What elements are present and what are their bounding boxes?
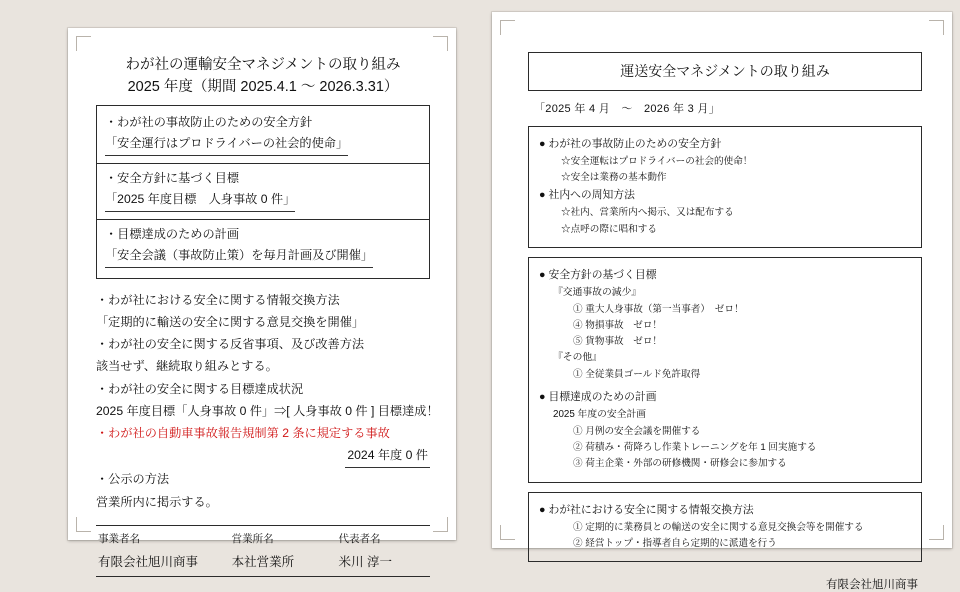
right-page-content: [528, 52, 922, 592]
information-exchange-box: [528, 492, 922, 562]
info-exchange-item: ② 経営トップ・指導者自ら定期的に派遣を行う: [573, 537, 777, 549]
document-page-right: [492, 12, 952, 592]
body-line: 「定期的に輸送の安全に関する意見交換を開催」: [96, 315, 365, 330]
left-page-title-line1: わが社の運輸安全マネジメントの取り組み: [125, 57, 401, 73]
policy-quote: 「安全運行はプロドライバーの社会的使命」: [105, 133, 348, 156]
table-header-cell: 代表者名: [338, 532, 381, 545]
disclosure-text: 営業所内に掲示する。: [96, 494, 218, 509]
body-line: ・わが社の安全に関する反省事項、及び改善方法: [96, 337, 365, 352]
info-exchange-heading: ● わが社における安全に関する情報交換方法: [539, 503, 754, 516]
corner-mark-top-right: [433, 36, 448, 51]
disclosure-heading: ・公示の方法: [96, 472, 170, 487]
company-name-footer: 有限会社旭川商事: [826, 579, 918, 592]
info-exchange-item: ① 定期的に業務員との輸送の安全に関する意見交換会等を開催する: [573, 521, 864, 533]
corner-mark-bottom-left: [500, 525, 515, 540]
company-info-table: [96, 525, 430, 577]
accident-count-value: 2024 年度 0 件: [345, 444, 430, 468]
policy-heading: ・わが社の事故防止のための安全方針: [105, 114, 313, 129]
policy-heading: ● わが社の事故防止のための安全方針: [539, 138, 722, 150]
body-line: 2025 年度目標「人身事故 0 件」⇒[ 人身事故 0 件 ] 目標達成！: [96, 403, 439, 418]
corner-mark-bottom-right: [929, 525, 944, 540]
right-page-title: 運送安全マネジメントの取り組み: [528, 52, 922, 91]
left-page-body: [96, 289, 439, 513]
body-line: ・わが社における安全に関する情報交換方法: [96, 292, 340, 307]
goals-item: ① 重大人身事故（第一当事者） ゼロ！: [573, 303, 744, 315]
table-header-cell: 事業者名: [98, 532, 140, 545]
plan-heading: ・目標達成のための計画: [105, 226, 240, 241]
plan-item: ③ 荷主企業・外部の研修機関・研修会に参加する: [573, 458, 787, 470]
corner-mark-top-left: [76, 36, 91, 51]
goal-heading: ・安全方針に基づく目標: [105, 170, 240, 185]
policy-sub-item: ☆安全は業務の基本動作: [561, 172, 667, 184]
notification-sub-item: ☆点呼の際に唱和する: [561, 223, 657, 235]
table-header-row: [96, 525, 430, 549]
table-row: [96, 549, 430, 577]
notification-sub-item: ☆社内、営業所内へ掲示、又は配布する: [561, 207, 734, 219]
body-line: 該当せず、継続取り組みとする。: [96, 359, 278, 374]
body-line: ・わが社の安全に関する目標達成状況: [96, 381, 304, 396]
table-header-cell: 営業所名: [231, 532, 274, 545]
divider: [97, 219, 429, 220]
left-page-title: [96, 54, 430, 99]
left-page-policy-box: [96, 105, 430, 279]
plan-item: ② 荷積み・荷降ろし作業トレーニングを年 1 回実施する: [573, 442, 817, 454]
corner-mark-top-left: [500, 20, 515, 35]
table-cell: 米川 淳一: [338, 554, 392, 569]
document-page-left: [68, 28, 456, 569]
goals-item: ⑤ 貨物事故 ゼロ！: [573, 336, 663, 348]
left-page-title-line2: 2025 年度（期間 2025.4.1 〜 2026.3.31）: [127, 79, 399, 96]
goals-item: ① 全従業員ゴールド免許取得: [573, 369, 701, 381]
goal-quote: 「2025 年度目標 人身事故 0 件」: [105, 189, 295, 212]
left-page-content: [96, 54, 439, 569]
policy-section-box: [528, 126, 922, 248]
corner-mark-bottom-right: [433, 517, 448, 532]
goals-group-label: 『交通事故の減少』: [553, 286, 642, 298]
table-cell: 有限会社旭川商事: [98, 554, 199, 569]
goals-item: ④ 物損事故 ゼロ！: [573, 319, 663, 331]
accident-count-row: [96, 444, 430, 468]
accident-report-line: ・わが社の自動車事故報告規制第 2 条に規定する事故: [96, 426, 390, 441]
goals-heading: ● 安全方針の基づく目標: [539, 268, 657, 281]
plan-quote: 「安全会議（事故防止策）を毎月計画及び開催」: [105, 245, 373, 268]
table-cell: 本社営業所: [231, 554, 295, 569]
corner-mark-bottom-left: [76, 517, 91, 532]
plan-item: ① 月例の安全会議を開催する: [573, 425, 701, 437]
corner-mark-top-right: [929, 20, 944, 35]
plan-label: 2025 年度の安全計画: [553, 409, 647, 421]
goals-group-label: 『その他』: [553, 352, 602, 364]
policy-sub-item: ☆安全運転はプロドライバーの社会的使命！: [561, 155, 753, 167]
right-page-period: 「2025 年 4 月 〜 2026 年 3 月」: [534, 103, 721, 115]
plan-heading: ● 目標達成のための計画: [539, 391, 657, 404]
divider: [97, 163, 429, 164]
goals-section-box: [528, 257, 922, 483]
notification-heading: ● 社内への周知方法: [539, 189, 635, 202]
